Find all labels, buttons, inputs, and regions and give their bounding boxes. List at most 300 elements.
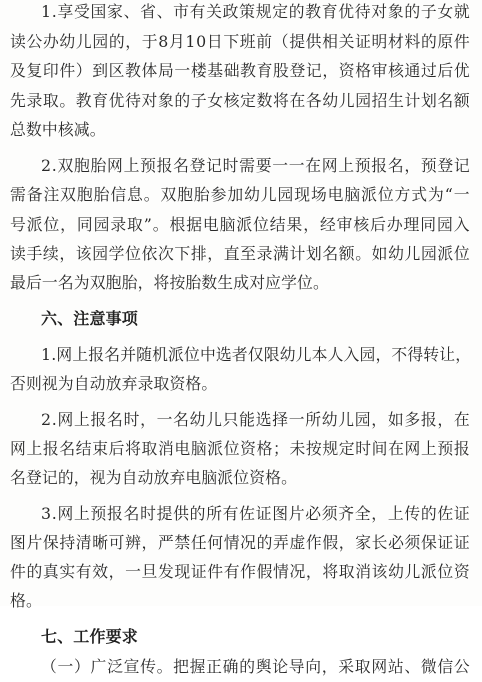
paragraph-character: 幼 [189, 410, 206, 429]
paragraph-character: ， [60, 215, 77, 234]
paragraph-character: 未 [289, 439, 306, 458]
paragraph-character: 关 [338, 32, 355, 51]
paragraph-character: 的 [108, 32, 125, 51]
paragraph-character: 局 [157, 61, 174, 80]
paragraph-character: 网 [371, 657, 388, 676]
paragraph-character: 胞 [76, 185, 93, 204]
paragraph-character: 择 [272, 410, 289, 429]
paragraph-character: 女 [437, 2, 454, 21]
paragraph-character: 到 [92, 61, 109, 80]
paragraph-character: 派 [361, 185, 378, 204]
paragraph-character: 情 [223, 533, 240, 552]
paragraph-character: 方 [394, 185, 411, 204]
paragraph-character: 时 [140, 504, 157, 523]
paragraph-character: 日 [206, 32, 223, 51]
paragraph-character: 一 [288, 410, 305, 429]
paragraph-character: 额 [453, 91, 470, 110]
paragraph-character: 园 [359, 345, 376, 364]
paragraph-character: 资 [338, 61, 355, 80]
paragraph-character: 注 [43, 185, 60, 204]
paragraph-character: 让 [439, 345, 456, 364]
paragraph-character: 班 [239, 32, 256, 51]
paragraph-character: 的 [239, 657, 256, 676]
paragraph-character: 胞 [177, 185, 194, 204]
paragraph-character: 园 [354, 410, 371, 429]
paragraph-character: 上 [123, 156, 140, 175]
paragraph-character: 数 [256, 91, 273, 110]
paragraph-character: 位 [125, 244, 142, 263]
paragraph-character: 佐 [239, 504, 256, 523]
paragraph-character: 名 [107, 410, 123, 429]
paragraph-character: 在 [453, 410, 470, 429]
paragraph-character: 一 [288, 156, 305, 175]
paragraph-character: 电 [202, 215, 219, 234]
paragraph-character: 网 [404, 439, 421, 458]
paragraph-character: 的 [288, 2, 305, 21]
paragraph-character: 2 [41, 410, 52, 429]
paragraph-character: 网 [57, 410, 74, 429]
paragraph-character: 材 [388, 32, 404, 51]
paragraph-character: 结 [75, 439, 92, 458]
paragraph-character: 印 [42, 61, 59, 80]
paragraph-character: 须 [321, 504, 338, 523]
paragraph-character: 并 [120, 345, 137, 364]
paragraph-character: 享 [57, 2, 74, 21]
paragraph-character: 名 [387, 156, 404, 175]
paragraph-character: 网 [57, 504, 74, 523]
paragraph-line: 最后一名为双胞胎，将按胎数生成对应学位。 [10, 273, 329, 292]
paragraph-character: 楼 [190, 61, 207, 80]
paragraph-character: （ [272, 32, 289, 51]
paragraph-character: 所 [206, 504, 223, 523]
paragraph-character: 入 [343, 345, 360, 364]
paragraph-character: 名 [437, 91, 454, 110]
paragraph-character: 。 [143, 185, 160, 204]
paragraph-character: 象 [387, 2, 404, 21]
paragraph-character: ） [74, 657, 90, 676]
paragraph-character: 3 [41, 504, 52, 523]
paragraph-character: 读 [10, 32, 26, 51]
paragraph-character: 报 [371, 156, 388, 175]
paragraph-character: 派 [207, 439, 224, 458]
paragraph-character: 划 [305, 244, 322, 263]
paragraph-character: 派 [236, 215, 253, 234]
paragraph-character: 报 [156, 156, 173, 175]
paragraph-character: 录 [26, 91, 43, 110]
paragraph-character: 取 [354, 657, 371, 676]
paragraph-character: 泛 [107, 657, 124, 676]
paragraph-character: 。 [156, 657, 173, 676]
paragraph-character: ， [125, 32, 142, 51]
paragraph-character: 上 [74, 410, 90, 429]
paragraph-character: 育 [321, 2, 338, 21]
paragraph-character: 记 [453, 156, 470, 175]
paragraph-character: 辨 [125, 533, 142, 552]
paragraph-character: 。 [355, 244, 372, 263]
paragraph-character: 胞 [74, 156, 90, 175]
paragraph-character: 复 [26, 61, 43, 80]
paragraph-character: 脑 [344, 185, 361, 204]
paragraph-character: 规 [255, 2, 272, 21]
paragraph-character: 位 [437, 562, 454, 581]
paragraph-character: 根 [169, 215, 186, 234]
paragraph-character: 手 [26, 244, 43, 263]
paragraph-character: 的 [256, 533, 273, 552]
paragraph-character: 预 [90, 504, 107, 523]
paragraph-character: 人 [327, 345, 344, 364]
paragraph-character: 报 [107, 504, 123, 523]
paragraph-character: 图 [10, 533, 26, 552]
paragraph-character: 仅 [247, 345, 264, 364]
paragraph-line [10, 434, 470, 464]
paragraph-character: 国 [90, 2, 107, 21]
paragraph-line [41, 499, 470, 529]
paragraph-character: 况 [289, 562, 306, 581]
paragraph-character: 的 [420, 504, 437, 523]
paragraph-character: 教 [125, 61, 142, 80]
paragraph-character: 入 [453, 215, 470, 234]
paragraph-character: 预 [420, 156, 437, 175]
paragraph-character: 将 [125, 439, 142, 458]
paragraph-character: 现 [174, 562, 191, 581]
paragraph-character: 月 [168, 32, 185, 51]
paragraph-character: 前 [256, 32, 273, 51]
paragraph-character: 。 [59, 91, 76, 110]
paragraph-character: 幼 [322, 91, 339, 110]
paragraph-character: 报 [42, 439, 59, 458]
paragraph-character: 办 [42, 32, 59, 51]
paragraph-character: 消 [157, 439, 174, 458]
paragraph-character: 论 [272, 657, 289, 676]
paragraph-character: 待 [125, 91, 142, 110]
paragraph-character: 何 [207, 533, 224, 552]
paragraph-character: 下 [174, 244, 191, 263]
paragraph-character: 时 [222, 156, 239, 175]
paragraph-character: 式 [411, 185, 428, 204]
paragraph-character: 办 [386, 215, 403, 234]
paragraph-character: 一 [174, 61, 191, 80]
paragraph-character: 晰 [92, 533, 109, 552]
paragraph-character: 一 [272, 156, 289, 175]
paragraph-character: 有 [222, 504, 239, 523]
paragraph-character: 计 [289, 244, 306, 263]
paragraph-character: 上 [338, 156, 355, 175]
paragraph-character: ， [141, 533, 158, 552]
paragraph-character: 1 [185, 32, 196, 51]
paragraph-character: 证 [190, 562, 207, 581]
paragraph-character: 双 [57, 156, 74, 175]
paragraph-character: 微 [420, 657, 437, 676]
paragraph-character: 同 [420, 215, 437, 234]
paragraph-character: 消 [355, 562, 372, 581]
paragraph-character: 正 [206, 657, 223, 676]
paragraph-character: 待 [354, 2, 371, 21]
paragraph-character: 作 [305, 533, 322, 552]
paragraph-character: 核 [388, 61, 405, 80]
paragraph-character: 传 [404, 504, 421, 523]
paragraph-character: 的 [420, 32, 437, 51]
paragraph-character: 一 [125, 562, 142, 581]
paragraph-character: 上 [72, 345, 89, 364]
paragraph-character: ， [321, 657, 338, 676]
paragraph-character: 为 [427, 185, 444, 204]
paragraph-character: 登 [289, 61, 306, 80]
paragraph-character: 名 [104, 345, 121, 364]
section-heading: 七、工作要求 [41, 627, 138, 646]
paragraph-character: 位 [43, 215, 60, 234]
paragraph-character: 名 [322, 244, 339, 263]
paragraph-character: 学 [108, 244, 125, 263]
paragraph-character: 名 [173, 156, 190, 175]
paragraph-character: 招 [371, 91, 388, 110]
paragraph-line: 总数中核减。 [10, 120, 106, 139]
paragraph-character: 额 [338, 244, 355, 263]
paragraph-character: 机 [152, 345, 169, 364]
paragraph-character: 儿 [75, 32, 92, 51]
paragraph-character: 相 [322, 32, 339, 51]
paragraph-character: 站 [387, 657, 404, 676]
paragraph-character: ， [59, 244, 76, 263]
paragraph-character: 假 [256, 562, 273, 581]
paragraph-character: 得 [407, 345, 424, 364]
paragraph-character: 提 [156, 504, 173, 523]
paragraph-character: 真 [42, 562, 59, 581]
paragraph-character: 握 [189, 657, 206, 676]
paragraph-character: 派 [26, 215, 43, 234]
paragraph-character: 将 [322, 562, 339, 581]
paragraph-character: 读 [10, 244, 26, 263]
paragraph-character: 现 [294, 185, 311, 204]
paragraph-character: 儿 [404, 244, 421, 263]
paragraph-character: 园 [355, 91, 372, 110]
paragraph-character: 上 [74, 504, 90, 523]
paragraph-character: 通 [404, 61, 421, 80]
paragraph-character: ， [108, 562, 125, 581]
paragraph-character: 须 [404, 533, 421, 552]
paragraph-character: 的 [189, 504, 206, 523]
paragraph-character: 向 [305, 657, 322, 676]
paragraph-character: 园 [92, 244, 109, 263]
paragraph-character: 幼 [388, 244, 405, 263]
paragraph-character: 证 [453, 504, 470, 523]
paragraph-character: 区 [108, 61, 125, 80]
paragraph-character: ， [207, 244, 224, 263]
paragraph-character: 位 [377, 185, 394, 204]
paragraph-character: ” [143, 215, 152, 234]
paragraph-character: 原 [437, 32, 454, 51]
paragraph-character: 各 [305, 91, 322, 110]
paragraph-character: 取 [127, 215, 143, 234]
paragraph-character: 长 [371, 533, 388, 552]
paragraph-character: 位 [453, 244, 470, 263]
paragraph-character: 儿 [338, 410, 355, 429]
paragraph-character: 时 [123, 410, 140, 429]
paragraph-character: 果 [286, 215, 303, 234]
paragraph-line: 格。 [10, 591, 42, 610]
paragraph-character: 必 [305, 504, 322, 523]
paragraph-character: 实 [59, 562, 76, 581]
paragraph-character: 格 [256, 439, 273, 458]
paragraph-character: 报 [420, 410, 437, 429]
paragraph-character: 幼 [388, 562, 405, 581]
paragraph-character: 弄 [273, 533, 289, 552]
paragraph-character: 证 [437, 533, 454, 552]
paragraph-character: 加 [227, 185, 244, 204]
paragraph-character: 家 [107, 2, 123, 21]
paragraph-character: 严 [157, 533, 174, 552]
paragraph-line [41, 0, 470, 27]
paragraph-character: 佐 [437, 504, 454, 523]
paragraph-character: 本 [311, 345, 328, 364]
paragraph-character: 规 [322, 439, 339, 458]
paragraph-character: 束 [92, 439, 109, 458]
paragraph-character: 园 [420, 244, 437, 263]
paragraph-character: 育 [92, 91, 109, 110]
paragraph-character: 片 [288, 504, 305, 523]
paragraph-character: 任 [190, 533, 207, 552]
paragraph-character: 生 [388, 91, 405, 110]
paragraph-character: 转 [423, 345, 440, 364]
paragraph-character: 0 [196, 32, 207, 51]
paragraph-character: . [51, 410, 57, 429]
paragraph-character: 场 [310, 185, 327, 204]
paragraph-character: ， [303, 215, 320, 234]
paragraph-character: 息 [127, 185, 143, 204]
paragraph-character: 体 [141, 61, 158, 80]
paragraph-line [10, 557, 470, 587]
paragraph-character: 把 [173, 657, 190, 676]
paragraph-character: 传 [140, 657, 157, 676]
paragraph-character: 选 [215, 345, 232, 364]
paragraph-character: 如 [371, 244, 388, 263]
paragraph-character: 随 [136, 345, 153, 364]
paragraph-character: 8 [158, 32, 169, 51]
paragraph-character: 下 [223, 32, 240, 51]
paragraph-character: 儿 [338, 91, 355, 110]
paragraph-character: 预 [437, 439, 454, 458]
paragraph-character: 证 [355, 32, 372, 51]
paragraph-character: 优 [453, 61, 470, 80]
paragraph-character: 幼 [59, 32, 76, 51]
paragraph-character: 的 [404, 2, 421, 21]
paragraph-character: 供 [305, 32, 322, 51]
paragraph-character: 中 [199, 345, 216, 364]
paragraph-character: 双 [60, 185, 77, 204]
paragraph-character: “ [444, 185, 453, 204]
paragraph-character: 有 [75, 562, 92, 581]
paragraph-character: 市 [173, 2, 190, 21]
paragraph-character: 教 [75, 91, 92, 110]
paragraph-character: 公 [453, 657, 470, 676]
paragraph-character: 上 [387, 504, 404, 523]
paragraph-character: ， [322, 61, 339, 80]
paragraph-character: 禁 [174, 533, 191, 552]
paragraph-character: 网 [10, 439, 26, 458]
paragraph-character: ， [455, 345, 472, 364]
paragraph-character: 保 [42, 533, 59, 552]
paragraph-character: ， [437, 410, 454, 429]
paragraph-character: 导 [288, 657, 305, 676]
paragraph-character: 格 [355, 61, 372, 80]
paragraph-character: 限 [263, 345, 280, 364]
paragraph-character: 、 [404, 657, 421, 676]
paragraph-character: 儿 [295, 345, 312, 364]
paragraph-character: 信 [437, 657, 454, 676]
paragraph-character: 教 [240, 61, 257, 80]
paragraph-character: （ [41, 657, 57, 676]
paragraph-character: . [51, 345, 57, 364]
paragraph-character: . [51, 504, 57, 523]
paragraph-character: 不 [391, 345, 408, 364]
paragraph-character: 名 [123, 504, 140, 523]
paragraph-character: 记 [206, 156, 223, 175]
paragraph-character: 股 [273, 61, 289, 80]
paragraph-character: 础 [223, 61, 240, 80]
paragraph-character: 核 [223, 91, 240, 110]
paragraph-character: 育 [256, 61, 273, 80]
paragraph-character: 2 [41, 156, 52, 175]
paragraph-character: 、 [123, 2, 140, 21]
paragraph-character: 名 [59, 439, 76, 458]
paragraph-character: 对 [141, 91, 158, 110]
paragraph-character: ， [404, 156, 421, 175]
paragraph-character: 将 [273, 91, 289, 110]
paragraph-character: 舆 [255, 657, 272, 676]
paragraph-character: 报 [453, 439, 470, 458]
paragraph-character: 的 [26, 562, 43, 581]
paragraph-line [10, 27, 470, 57]
paragraph-character: ； [273, 439, 289, 458]
paragraph-character: 在 [388, 439, 405, 458]
paragraph-character: 登 [437, 156, 454, 175]
paragraph-character: 网 [56, 345, 73, 364]
paragraph-character: 位 [223, 439, 240, 458]
paragraph-character: 定 [272, 2, 289, 21]
paragraph-line [10, 180, 470, 210]
paragraph-character: 象 [157, 91, 174, 110]
paragraph-line [10, 239, 470, 269]
paragraph-character: ， [371, 504, 388, 523]
paragraph-line [10, 210, 470, 240]
paragraph-character: 该 [371, 562, 388, 581]
paragraph-character: 如 [387, 410, 404, 429]
paragraph-character: 及 [10, 61, 26, 80]
paragraph-character: 次 [157, 244, 174, 263]
paragraph-character: 1 [41, 345, 52, 364]
paragraph-character: 明 [371, 32, 388, 51]
paragraph-character: . [51, 2, 57, 21]
paragraph-character: 持 [59, 533, 76, 552]
paragraph-character: 件 [453, 32, 470, 51]
paragraph-character: 确 [222, 657, 239, 676]
paragraph-character: 就 [453, 2, 470, 21]
paragraph-character: 优 [338, 2, 355, 21]
paragraph-character: ， [305, 562, 322, 581]
paragraph-character: ， [338, 533, 355, 552]
paragraph-character: 一 [156, 410, 173, 429]
paragraph-character: 依 [141, 244, 158, 263]
paragraph-character: 儿 [260, 185, 277, 204]
paragraph-character: 。 [152, 215, 169, 234]
paragraph-character: 儿 [206, 410, 223, 429]
paragraph-character: 件 [10, 562, 26, 581]
paragraph-character: 片 [26, 533, 43, 552]
paragraph-character: 电 [174, 439, 191, 458]
paragraph-character: 者 [231, 345, 248, 364]
paragraph-character: 政 [222, 2, 239, 21]
paragraph-character: 审 [371, 61, 388, 80]
paragraph-character: 园 [277, 185, 294, 204]
